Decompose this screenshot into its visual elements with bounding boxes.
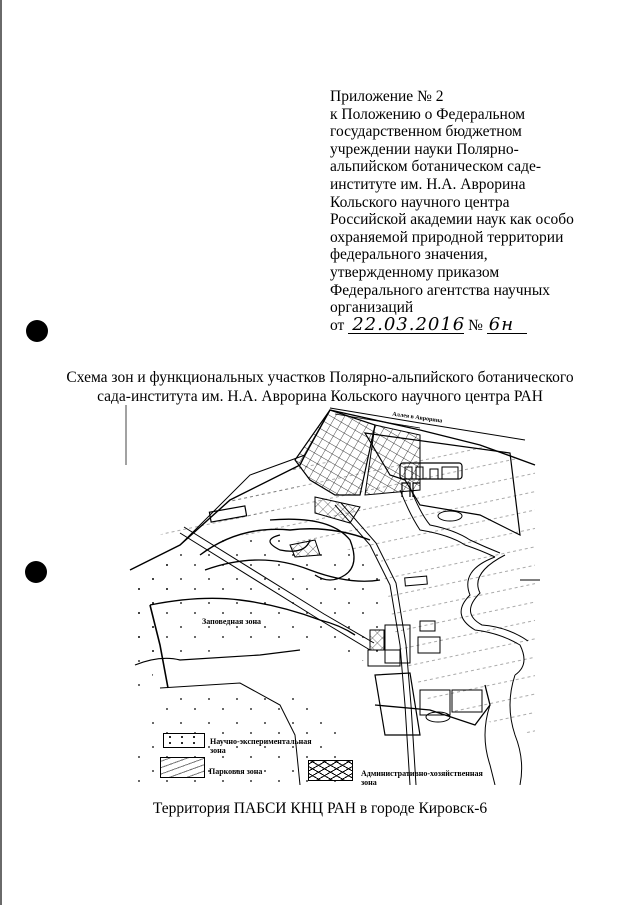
scan-edge <box>0 0 2 905</box>
appendix-heading: Приложение № 2 <box>330 88 444 105</box>
map-title-line-2: сада-института им. Н.А. Аврорина Кольского научного центра РАН <box>97 388 543 405</box>
appendix-header <box>330 88 590 334</box>
order-date-handwritten: 22.03.2016 <box>348 317 464 334</box>
punch-hole-bottom <box>25 561 47 583</box>
punch-hole-top <box>26 320 48 342</box>
territory-caption: Территория ПАБСИ КНЦ РАН в городе Кировск-6 <box>152 800 488 817</box>
appendix-line: государственном бюджетном <box>330 123 522 141</box>
map-title-line-1: Схема зон и функциональных участков Полярно-альпийского ботанического <box>66 369 574 386</box>
appendix-line: Федерального агентства научных <box>330 281 550 299</box>
appendix-line: институте им. Н.А. Аврорина <box>330 175 526 193</box>
appendix-line: охраняемой природной территории <box>330 228 564 246</box>
road-label: Аллея в Аврорина <box>391 411 443 425</box>
legend-swatch-dashes <box>160 757 205 778</box>
appendix-line: организаций <box>330 299 414 317</box>
order-number-handwritten: 6н <box>487 317 527 334</box>
order-date-number-row <box>330 313 590 335</box>
legend-swatch-dots <box>163 733 205 748</box>
appendix-line: Российской академии наук как особо <box>330 211 574 229</box>
legend-swatch-crosshatch <box>308 760 353 781</box>
appendix-line: федерального значения, <box>330 246 488 264</box>
map-title <box>40 368 600 406</box>
appendix-line: утвержденному приказом <box>330 263 500 281</box>
legend-label-park-zone: Парковая зона <box>209 767 263 776</box>
zone-map <box>120 405 540 785</box>
appendix-line: альпийском ботаническом саде- <box>330 158 542 176</box>
legend-label-admin-zone: Административно-хозяйственная зона <box>361 769 483 787</box>
date-prefix: от <box>330 316 345 334</box>
appendix-line: к Положению о Федеральном <box>330 105 526 123</box>
zone-map-drawing <box>120 405 540 785</box>
number-prefix: № <box>468 316 483 334</box>
reserve-zone-label: Заповедная зона <box>202 617 262 626</box>
legend-label-scientific-zone: Научно-экспериментальная зона <box>210 737 312 755</box>
appendix-line: учреждении науки Полярно- <box>330 140 519 158</box>
appendix-line: Кольского научного центра <box>330 193 510 211</box>
